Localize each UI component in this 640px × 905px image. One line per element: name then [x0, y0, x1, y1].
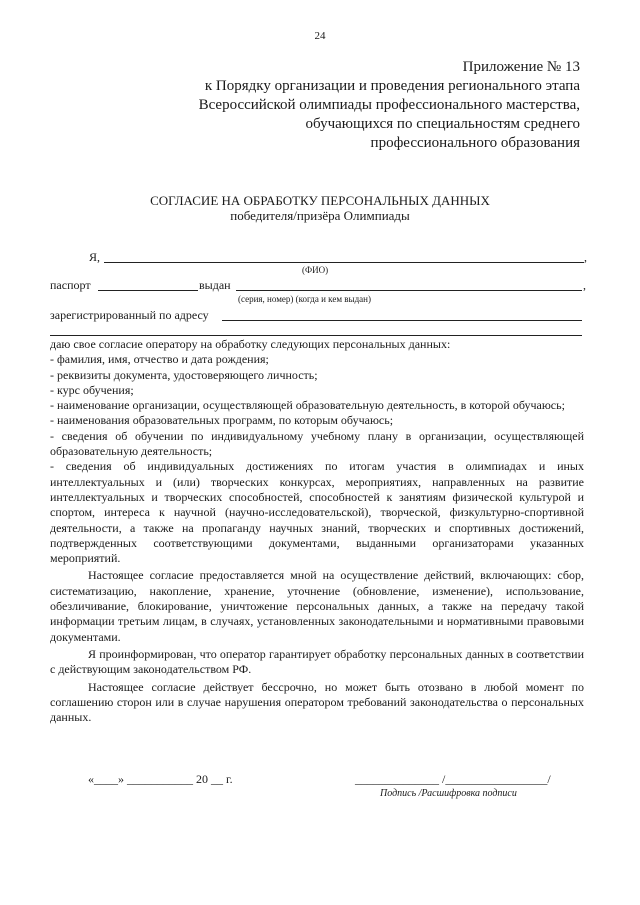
data-item: - наименование организации, осуществляющей образовательную деятельность, в которой обучаюсь;	[50, 398, 565, 413]
data-item: - реквизиты документа, удостоверяющего личность;	[50, 367, 318, 382]
date-field[interactable]: «____» ___________ 20 __ г.	[88, 772, 233, 786]
informed-paragraph: Я проинформирован, что оператор гарантирует обработку персональных данных в соответствии с действующим законодательством РФ.	[50, 646, 584, 677]
issued-label: выдан	[199, 278, 231, 292]
passport-label: паспорт	[50, 278, 91, 292]
data-item: - сведения об индивидуальных достижениях по итогам участия в олимпиадах и иных интеллектуальных и (или) творческих конкурсах, мероприятиях, направленных на развитие интеллектуальных и творческих способностей, способностей к занятиям физической культурой и спортом, интереса к научной (научно-исследовательской), творческой, физкультурно-спортивной деятельности, а также на пропаганду научных знаний, творческих и спортивных достижений, подтвержденных соответствующими документами, выданными организаторами указанных мероприятий.	[50, 459, 584, 566]
consent-actions-paragraph: Настоящее согласие предоставляется мной на осуществление действий, включающих: сбор, систематизацию, накопление, хранение, уточнение (обновление, изменение), использование, обезличивание, блокирование, уничтожение персональных данных, а также на передачу такой информации третьим лицам, в случаях, установленных законодательными и нормативными правовыми документами.	[50, 568, 584, 644]
appendix-line-5: профессионального образования	[370, 135, 580, 151]
fio-field[interactable]	[104, 262, 584, 263]
intro-text: даю свое согласие оператору на обработку следующих персональных данных:	[50, 337, 451, 351]
signature-caption: Подпись /Расшифровка подписи	[380, 788, 517, 799]
signature-field[interactable]: ______________ /_________________/	[355, 772, 551, 786]
page-number: 24	[314, 30, 326, 42]
passport-caption: (серия, номер) (когда и кем выдан)	[238, 294, 371, 304]
appendix-line-2: к Порядку организации и проведения регионального этапа	[204, 78, 580, 94]
data-item: - курс обучения;	[50, 382, 134, 397]
fio-caption: (ФИО)	[302, 265, 329, 275]
data-item: - наименования образовательных программ, по которым обучаюсь;	[50, 413, 394, 428]
passport-comma: ,	[583, 278, 586, 292]
appendix-line-4: обучающихся по специальностям среднего	[305, 116, 580, 132]
appendix-line-3: Всероссийской олимпиады профессионального мастерства,	[198, 97, 580, 113]
document-subtitle: победителя/призёра Олимпиады	[230, 208, 410, 223]
address-field[interactable]	[222, 320, 582, 321]
address-field-continued[interactable]	[50, 335, 582, 336]
fio-comma: ,	[584, 250, 587, 264]
address-label: зарегистрированный по адресу	[50, 308, 209, 322]
consent-body	[50, 337, 584, 725]
appendix-number: Приложение № 13	[462, 59, 580, 75]
ya-label: Я,	[89, 250, 101, 264]
passport-number-field[interactable]	[98, 290, 198, 291]
document-title: СОГЛАСИЕ НА ОБРАБОТКУ ПЕРСОНАЛЬНЫХ ДАННЫХ	[150, 193, 490, 208]
data-item: - сведения об обучении по индивидуальному учебному плану в организации, осуществляющей образовательную деятельность;	[50, 428, 584, 459]
validity-paragraph: Настоящее согласие действует бессрочно, но может быть отозвано в любой момент по соглашению сторон или в случае нарушения оператором требований законодательства о персональных данных.	[50, 679, 584, 725]
data-item: - фамилия, имя, отчество и дата рождения;	[50, 352, 269, 367]
passport-issued-field[interactable]	[236, 290, 582, 291]
